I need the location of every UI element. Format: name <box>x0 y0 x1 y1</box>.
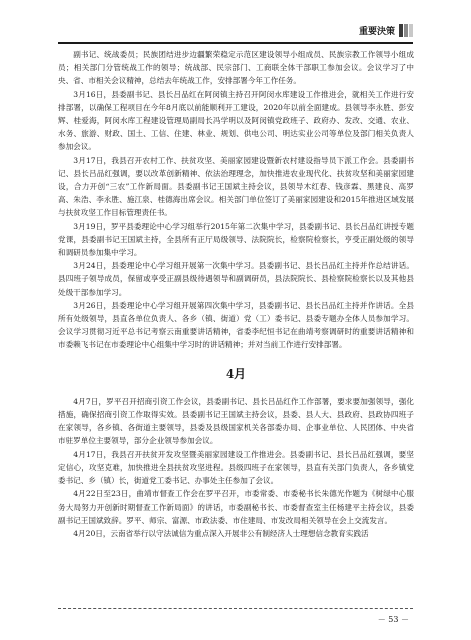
header-bars-icon <box>399 24 413 37</box>
page-header <box>58 18 413 44</box>
paragraph: 副书记、统战委员；民族团结进步边疆繁荣稳定示范区建设领导小组成员、民族宗教工作领导小组成员；相关部门分管统战工作的领导；统战部、民宗部门、工商联全体干部职工参加会议。会议学习了中央、省、市相关会议精神，总结去年统战工作，安排部署今年工作任务。 <box>58 50 414 86</box>
paragraph: 3月19日，罗平县委理论中心学习组举行2015年第二次集中学习，县委副书记、县长吕品红讲授专题党课，县委副书记王国斌主持，全县所有正厅局级领导、法院院长，检察院检察长，亨受正副处级的领导和调研员参加集中学习。 <box>58 221 414 258</box>
paragraph: 3月26日，县委理论中心学习组开展第四次集中学习，县委副书记、县长吕品红主持并作讲话。全县所有处级领导，县直各单位负责人、各乡（镇、街道）党（工）委书记、县委专题办全体人员参加学习。会议学习贯彻习近平总书记考察云南重要讲话精神，省委李纪恒书记在曲靖考察调研时的重要讲话精神和市委赖飞书记在市委理论中心组集中学习时的讲话精神；并对当前工作进行安排部署。 <box>58 300 414 350</box>
paragraph: 3月17日，我县召开农村工作、扶贫攻坚、美丽家园建设暨新农村建设指导员下派工作会。县委副书记、县长吕品红强调，要以改革创新精神、依法治理理念，加快推进农业现代化、扶贫攻坚和美丽家园建设，合力开创“三农”工作新局面。县委副书记王国斌主持会议，县领导木红春、钱彦霖、黑建良、高罗高、朱浩、李永胜、施江泉、桂德海出席会议。相关部门单位签订了美丽家园建设和2015年推进区域发展与扶贫攻坚工作目标管理责任书。 <box>58 155 414 218</box>
paragraph: 4月20日，云南省举行以守法诚信为重点深入开展非公有制经济人士理想信念教育实践活 <box>73 528 369 538</box>
footer-divider <box>58 608 413 609</box>
paragraph: 3月24日，县委理论中心学习组开展第一次集中学习。县委副书记、县长吕品红主持并作总结讲话。县四班子领导成员，保留或享受正副县级待遇领导和副调研员，县法院院长、县检察院检察长以及其他县处级干部参加学习。 <box>58 261 414 297</box>
document-body <box>58 48 414 540</box>
paragraph: 3月16日，县委副书记、县长吕品红在阿闵镇主持召开阿闵水库建设工作推进会，就相关工作进行安排部署，以确保工程项目在今年8月底以前能顺利开工建设，2020年以前全面建成。县领导李永胜、彭安辉、桂爱海，阿闵水库工程建设管理局副局长冯学明以及阿闵镇党政班子、政府办、发改、交通、农业、水务、旅游、财政、国土、工信、住建、林业、规划、供电公司、明达实业公司等单位及部门相关负责人参加会议。 <box>58 89 414 152</box>
month-heading: 4月 <box>225 366 247 381</box>
page-number: － 53 － <box>377 615 409 624</box>
paragraph: 4月17日，我县召开扶贫开发攻坚暨美丽家园建设工作推进会。县委副书记、县长吕品红强调，要坚定信心，攻坚克难，加快推进全县扶贫攻坚进程。县级四班子在家领导，县直有关部门负责人，各乡镇党委书记、乡（镇）长，街道党工委书记、办事处主任参加了会议。 <box>58 449 414 486</box>
section-title: 重要決策 <box>358 27 395 37</box>
paragraph: 4月7日，罗平召开招商引资工作会议，县委副书记、县长吕品红作工作部署，要求要加强领导，强化措施，确保招商引资工作取得实效。县委副书记王国斌主持会议，县委、县人大、县政府、县政协四班子在家领导，各乡镇、各街道主要领导，县委及县级国家机关各部委办局、企事业单位、人民团体、中央省市驻罗单位主要领导，部分企业领导参加会议。 <box>58 396 414 446</box>
paragraph: 4月22日至23日，曲靖市督查工作会在罗平召开，市委常委、市委秘书长朱德光作题为《树绿中心服务大局努力开创新时期督查工作新局面》的讲话，市委副秘书长、市委督查室主任杨建平主持会议，县委副书记王国斌致辞。罗平、师宗、富源、市政法委、市住建局、市发改局相关领导在会上交流发言。 <box>58 489 414 525</box>
